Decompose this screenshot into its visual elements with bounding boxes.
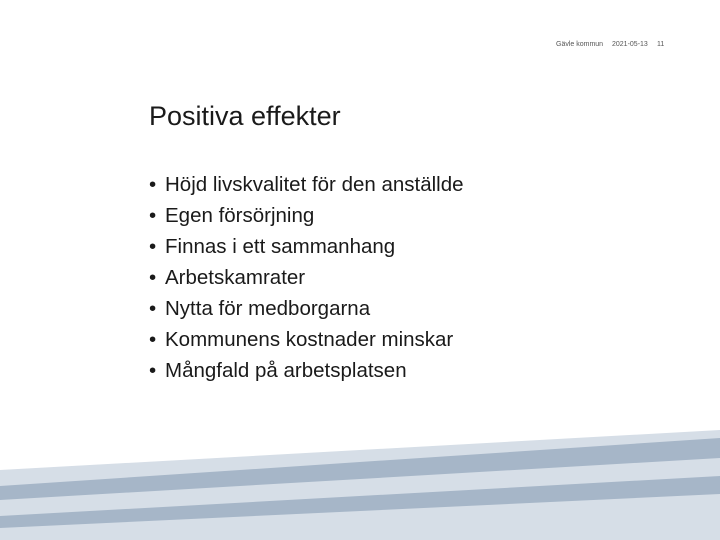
- decorative-wave-band: [0, 420, 720, 540]
- bullet-item: [149, 262, 464, 293]
- slide-date: 2021-05-13: [612, 41, 648, 48]
- bullet-item: [149, 355, 464, 386]
- bullet-item: [149, 231, 464, 262]
- slide-title: Positiva effekter: [149, 101, 341, 131]
- bullet-text: Arbetskamrater: [165, 266, 306, 289]
- bullet-item: [149, 200, 464, 231]
- bullet-item: [149, 324, 464, 355]
- bullet-marker: •: [149, 359, 157, 382]
- page-number: 11: [657, 41, 665, 48]
- bullet-marker: •: [149, 173, 157, 196]
- slide-header: [0, 41, 720, 53]
- bullet-text: Mångfald på arbetsplatsen: [165, 359, 407, 382]
- bullet-text: Egen försörjning: [165, 204, 315, 227]
- bullet-item: [149, 169, 464, 200]
- bullet-marker: •: [149, 328, 157, 351]
- bullet-text: Höjd livskvalitet för den anställde: [165, 173, 464, 196]
- bullet-text: Finnas i ett sammanhang: [165, 235, 396, 258]
- bullet-marker: •: [149, 235, 157, 258]
- bullet-text: Nytta för medborgarna: [165, 297, 371, 320]
- bullet-marker: •: [149, 297, 157, 320]
- bullet-item: [149, 293, 464, 324]
- organization-name: Gävle kommun: [556, 41, 604, 48]
- bullet-text: Kommunens kostnader minskar: [165, 328, 454, 351]
- bullet-list: [149, 169, 464, 386]
- bullet-marker: •: [149, 266, 157, 289]
- bullet-marker: •: [149, 204, 157, 227]
